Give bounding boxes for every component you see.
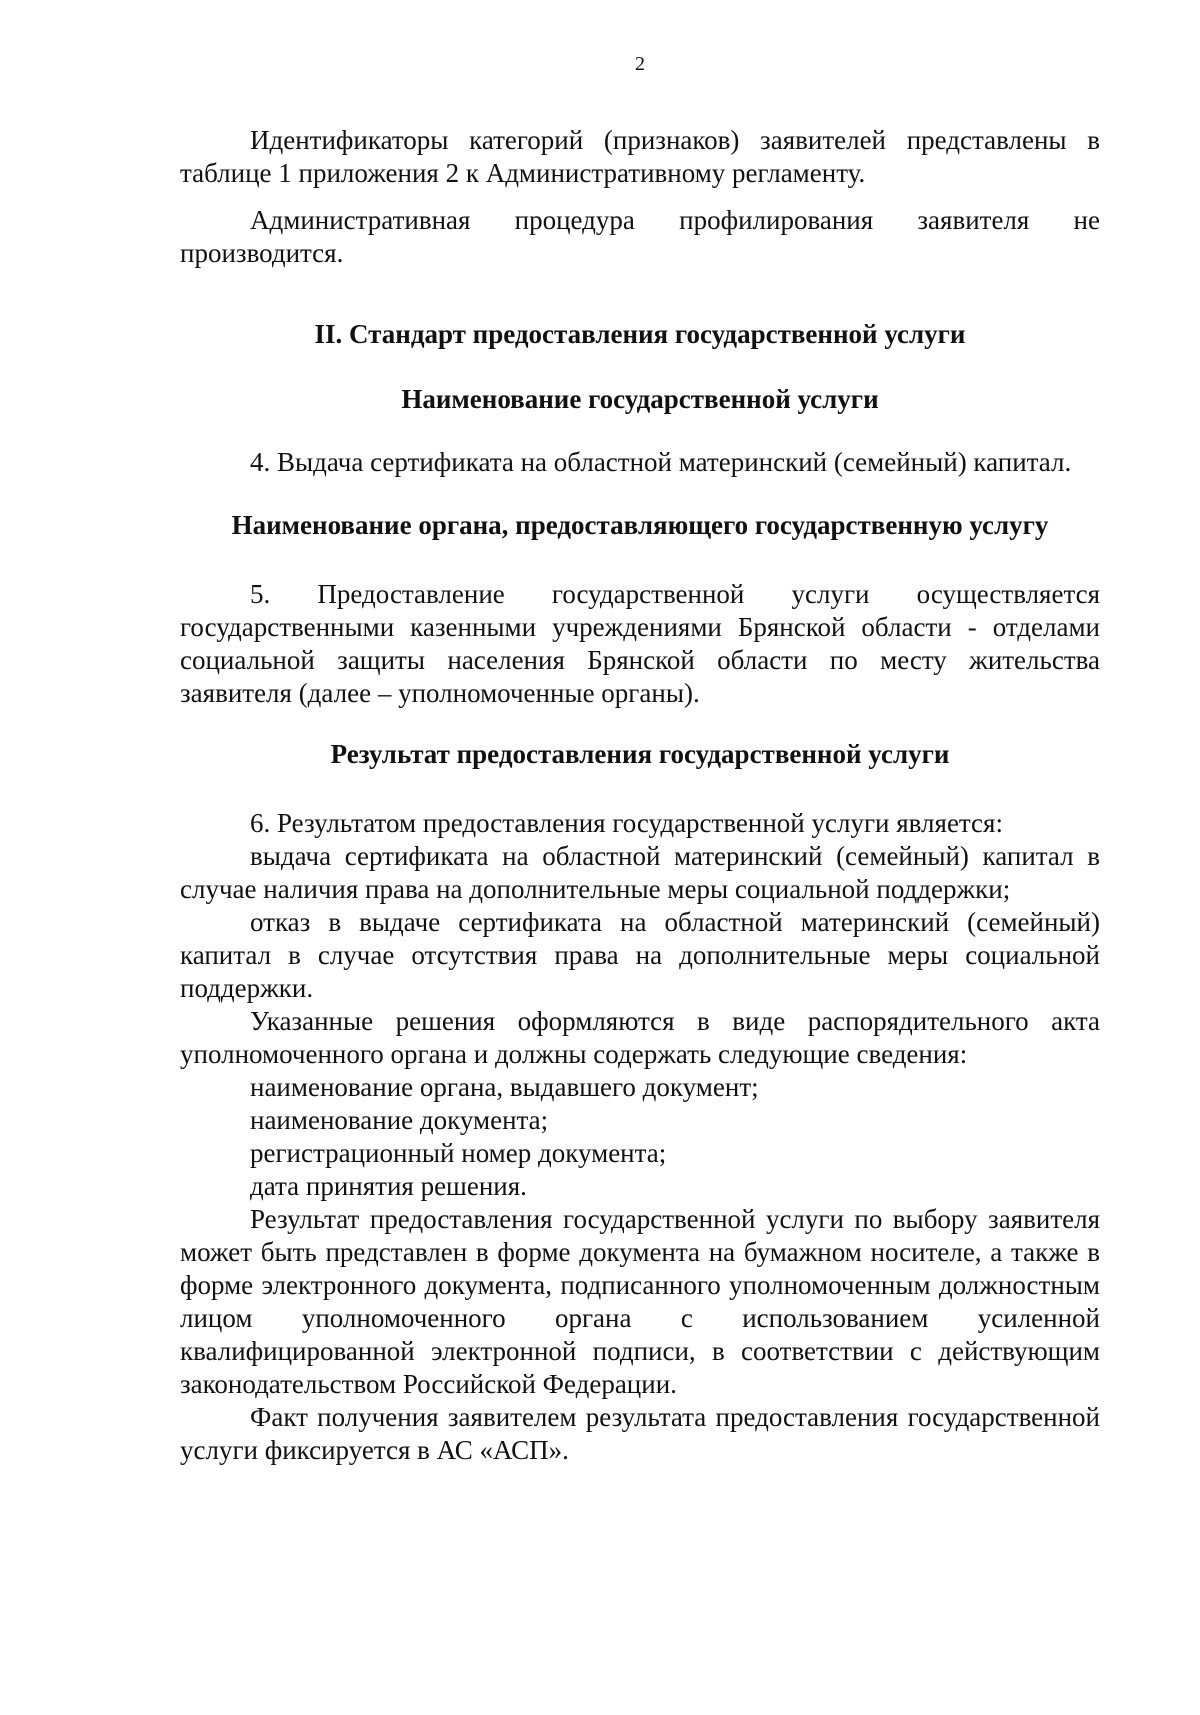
decision-field-doc-name: наименование документа; <box>250 1105 549 1135</box>
paragraph-item-4: 4. Выдача сертификата на областной материнский (семейный) капитал. <box>250 447 1072 477</box>
paragraph-result-fixation: Факт получения заявителем результата предоставления государственной услуги фиксируется в АС «АСП». <box>180 1402 1100 1465</box>
paragraph-identifiers: Идентификаторы категорий (признаков) заявителей представлены в таблице 1 приложения 2 к Административному регламенту. <box>180 125 1100 188</box>
subheading-authority: Наименование органа, предоставляющего государственную услугу <box>231 510 1049 540</box>
paragraph-item-6-intro: 6. Результатом предоставления государственной услуги является: <box>250 808 1003 838</box>
decision-field-reg-number: регистрационный номер документа; <box>250 1138 667 1168</box>
paragraph-item-5: 5. Предоставление государственной услуги осуществляется государственными казенными учреждениями Брянской области - отделами социальной защиты населения Брянской области по месту жительства заявителя (далее – уполномоченные органы). <box>180 579 1100 708</box>
paragraph-result-option-refusal: отказ в выдаче сертификата на областной материнский (семейный) капитал в случае отсутствия права на дополнительные меры социальной поддержки. <box>180 907 1100 1003</box>
page-number: 2 <box>635 53 645 75</box>
subheading-service-name: Наименование государственной услуги <box>401 384 879 414</box>
paragraph-decisions-intro: Указанные решения оформляются в виде распорядительного акта уполномоченного органа и должны содержать следующие сведения: <box>180 1006 1100 1069</box>
decision-field-authority: наименование органа, выдавшего документ; <box>250 1072 759 1102</box>
section-heading: II. Стандарт предоставления государственной услуги <box>314 319 966 349</box>
paragraph-result-option-issue: выдача сертификата на областной материнский (семейный) капитал в случае наличия права на дополнительные меры социальной поддержки; <box>180 841 1100 904</box>
paragraph-result-form: Результат предоставления государственной услуги по выбору заявителя может быть представлен в форме документа на бумажном носителе, а также в форме электронного документа, подписанного уполномоченным должностным лицом уполномоченного органа с использованием усиленной квалифицированной электронной подписи, в соответствии с действующим законодательством Российской Федерации. <box>180 1204 1100 1399</box>
decision-field-date: дата принятия решения. <box>250 1171 527 1201</box>
paragraph-profiling: Административная процедура профилирования заявителя не производится. <box>180 205 1100 268</box>
document-body <box>180 124 1100 1467</box>
subheading-result: Результат предоставления государственной услуги <box>330 739 950 769</box>
